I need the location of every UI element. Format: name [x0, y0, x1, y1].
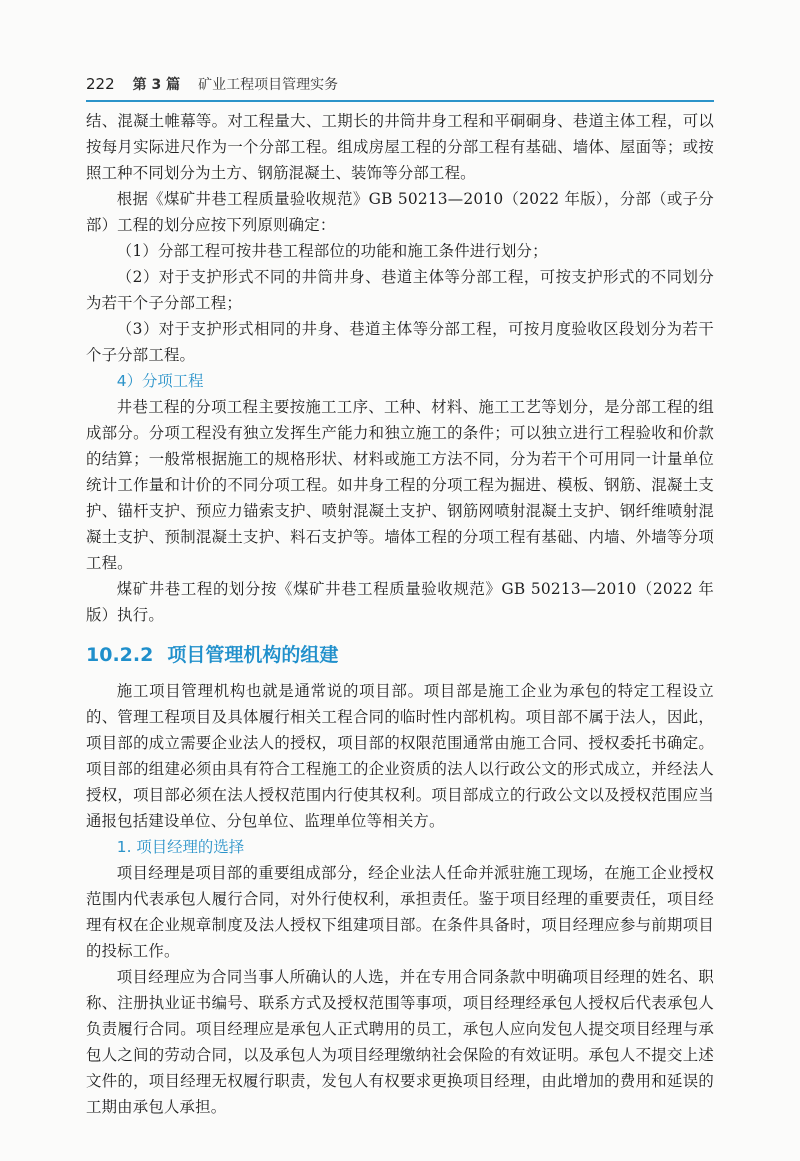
paragraph: 井巷工程的分项工程主要按施工工序、工种、材料、施工工艺等划分，是分部工程的组成部分。分项工程没有独立发挥生产能力和独立施工的条件；可以独立进行工程验收和价款的结算；一般常根据施工的规格形状、材料或施工方法不同，分为若干个可用同一计量单位统计工作量和计价的不同分项工程。如井身工程的分项工程为掘进、模板、钢筋、混凝土支护、锚杆支护、预应力锚索支护、喷射混凝土支护、钢筋网喷射混凝土支护、钢纤维喷射混凝土支护、预制混凝土支护、料石支护等。墙体工程的分项工程有基础、内墙、外墙等分项工程。 — [86, 398, 714, 572]
page-number: 222 — [86, 75, 115, 93]
paragraph: 项目经理是项目部的重要组成部分，经企业法人任命并派驻施工现场，在施工企业授权范围内代表承包人履行合同，对外行使权利，承担责任。鉴于项目经理的重要责任，项目经理有权在企业规章制度及法人授权下组建项目部。在条件具备时，项目经理应参与前期项目的投标工作。 — [86, 864, 714, 960]
paragraph-continued: 结、混凝土帷幕等。对工程量大、工期长的井筒井身工程和平硐硐身、巷道主体工程，可以按每月实际进尺作为一个分部工程。组成房屋工程的分部工程有基础、墙体、屋面等；或按照工种不同划分为土方、钢筋混凝土、装饰等分部工程。 — [86, 112, 714, 182]
list-item: （2）对于支护形式不同的井筒井身、巷道主体等分部工程，可按支护形式的不同划分为若干个子分部工程； — [86, 268, 714, 312]
paragraph: 煤矿井巷工程的划分按《煤矿井巷工程质量验收规范》GB 50213—2010（2022 年版）执行。 — [86, 580, 714, 624]
paragraph: 施工项目管理机构也就是通常说的项目部。项目部是施工企业为承包的特定工程设立的、管理工程项目及具体履行相关工程合同的临时性内部机构。项目部不属于法人，因此，项目部的成立需要企业法人的授权，项目部的权限范围通常由施工合同、授权委托书确定。项目部的组建必须由具有符合工程施工的企业资质的法人以行政公文的形式成立，并经法人授权，项目部必须在法人授权范围内行使其权利。项目部成立的行政公文以及授权范围应当通报包括建设单位、分包单位、监理单位等相关方。 — [86, 682, 714, 830]
page-body — [86, 108, 714, 1120]
subheading-project-manager: 1. 项目经理的选择 — [116, 838, 245, 856]
part-label: 第 3 篇 — [132, 77, 181, 93]
list-item: （1）分部工程可按井巷工程部位的功能和施工条件进行划分； — [116, 242, 548, 260]
running-header — [86, 74, 714, 102]
section-number: 10.2.2 — [86, 644, 154, 666]
header-title: 矿业工程项目管理实务 — [198, 77, 339, 93]
list-item: （3）对于支护形式相同的井身、巷道主体等分部工程，可按月度验收区段划分为若干个子分部工程。 — [86, 320, 714, 364]
paragraph: 项目经理应为合同当事人所确认的人选，并在专用合同条款中明确项目经理的姓名、职称、注册执业证书编号、联系方式及授权范围等事项，项目经理经承包人授权后代表承包人负责履行合同。项目经理应是承包人正式聘用的员工，承包人应向发包人提交项目经理与承包人之间的劳动合同，以及承包人为项目经理缴纳社会保险的有效证明。承包人不提交上述文件的，项目经理无权履行职责，发包人有权要求更换项目经理，由此增加的费用和延误的工期由承包人承担。 — [86, 968, 714, 1116]
paragraph: 根据《煤矿井巷工程质量验收规范》GB 50213—2010（2022 年版），分部（或子分部）工程的划分应按下列原则确定： — [86, 190, 714, 234]
section-heading — [86, 640, 714, 670]
subheading-fenxiang: 4）分项工程 — [116, 372, 204, 390]
section-title: 项目管理机构的组建 — [167, 644, 339, 666]
